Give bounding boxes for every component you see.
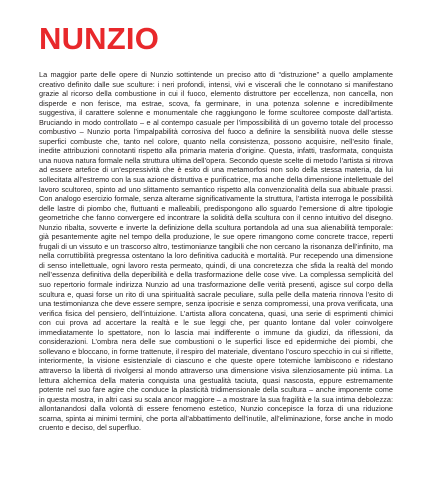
page-title: NUNZIO (39, 21, 160, 56)
body-paragraph: La maggior parte delle opere di Nunzio sottintende un preciso atto di “distruzione” a quello amplamente creativo definito dalle sue sculture: i neri profondi, intensi, vivi e viscerali che le connotano si manifestano grazie al ricorso della combustione in cui il fuoco, elemento distruttore per eccellenza, non cancella, non disperde e non ferisce, ma estrae, scova, fa germinare, in una potenza solenne e incredibilmente suggestiva, il carattere solenne e monumentale che raggiungono le forme scultoree composte dall’artista. Bruciando in modo controllato – e al contempo casuale per l’impossibilità di un governo totale del processo combustivo – Nunzio porta l’impalpabilità corrosiva del fuoco a definire la sensibilità nuova delle stesse superfici combuste che, tanto nel colore, quanto nella consistenza, possono acquisire, nell’esito finale, inedite attribuzioni connotanti rispetto alla primaria materia d’origine. Questa, infatti, trasformata, conquista una nuova natura formale nella struttura ultima dell’opera. Secondo queste scelte di metodo l’artista si ritrova ad essere artefice di un’espressività che è esito di una metamorfosi non solo della stessa materia, da lui sollecitata all’estremo con la sua azione distruttiva e purificatrice, ma anche della dimensione intellettuale del lavoro scultoreo, spinto ad uno slittamento semantico rispetto alla convenzionalità della sua abituale prassi. Con analogo esercizio formale, senza alterarne significativamente la struttura, l’artista interroga le possibilità delle lastre di piombo che, fluttuanti e malleabili, predispongono allo sguardo l’emersione di altre tipologie geometriche che fanno convergere ed incontrare la solidità della scultura con il cenno intuitivo del disegno. Nunzio ribalta, sovverte e inverte la definizione della scultura portandola ad una sua alienabilità temporale: già pesantemente agite nel tempo della produzione, le sue opere rimangono come concrete tracce, reperti frugali di un vissuto e un trascorso altro, testimonianze tangibili che non cercano la risonanza dell’infinito, ma nella corruttibilità pregressa ostentano la loro definitiva caducità e mortalità. Pur recependo una dimensione di senso intellettuale, ogni lavoro resta permeato, quindi, di una concretezza che sfida la realtà del mondo nell’essenza definitiva della deperibilità e della trasformazione delle cose vive. La complessa semplicità del suo repertorio formale indirizza Nunzio ad una trasformazione delle verità presenti, agisce sul corpo della scultura e, quasi forse un rito di una spiritualità sacrale peculiare, sulla pelle della materia rinnova l’esito di una testimonianza che deve essere sempre, senza ipocrisie e senza compromessi, una prova verificata, una verifica fisica del pensiero, dell’intuizione. L’artista allora concatena, quasi, una serie di esprimenti chimici con cui prova ad accertare la realtà e le sue leggi che, per quanto lontane dal voler coinvolgere immediatamente lo spettatore, non lo lascia mai indifferente o immune da giudizi, da riflessioni, da considerazioni. L’ombra nera delle sue combustioni o le superfici lisce ed epidermiche dei piombi, che sollevano e bloccano, in forme trattenute, il respiro del materiale, diventano l’oscuro specchio in cui si riflette, interiormente, la visione esistenziale di ciascuno e che queste opere totemiche lambiscono e ridestano attraverso la libertà di rivolgersi al mondo attraverso una dimensione visiva silenziosamente più intima. La lettura alchemica della materia conquista una gestualità taciuta, quasi nascosta, eppure estremamente potente nel suo fare agire che conduce la plasticità tridimensionale della scultura – anche imponente come in questa mostra, in altri casi su scala ancor maggiore – a mostrare la sua fragilità e la sua intima debolezza: allontanandosi dalla volontà di essere fenomeno estetico, Nunzio concepisce la forza di una riduzione scarna, spinta ai minimi termini, che porta all’abbattimento dell’inutile, all’eliminazione, forse anche in modo cruento e deciso, del superfluo. (39, 70, 393, 433)
